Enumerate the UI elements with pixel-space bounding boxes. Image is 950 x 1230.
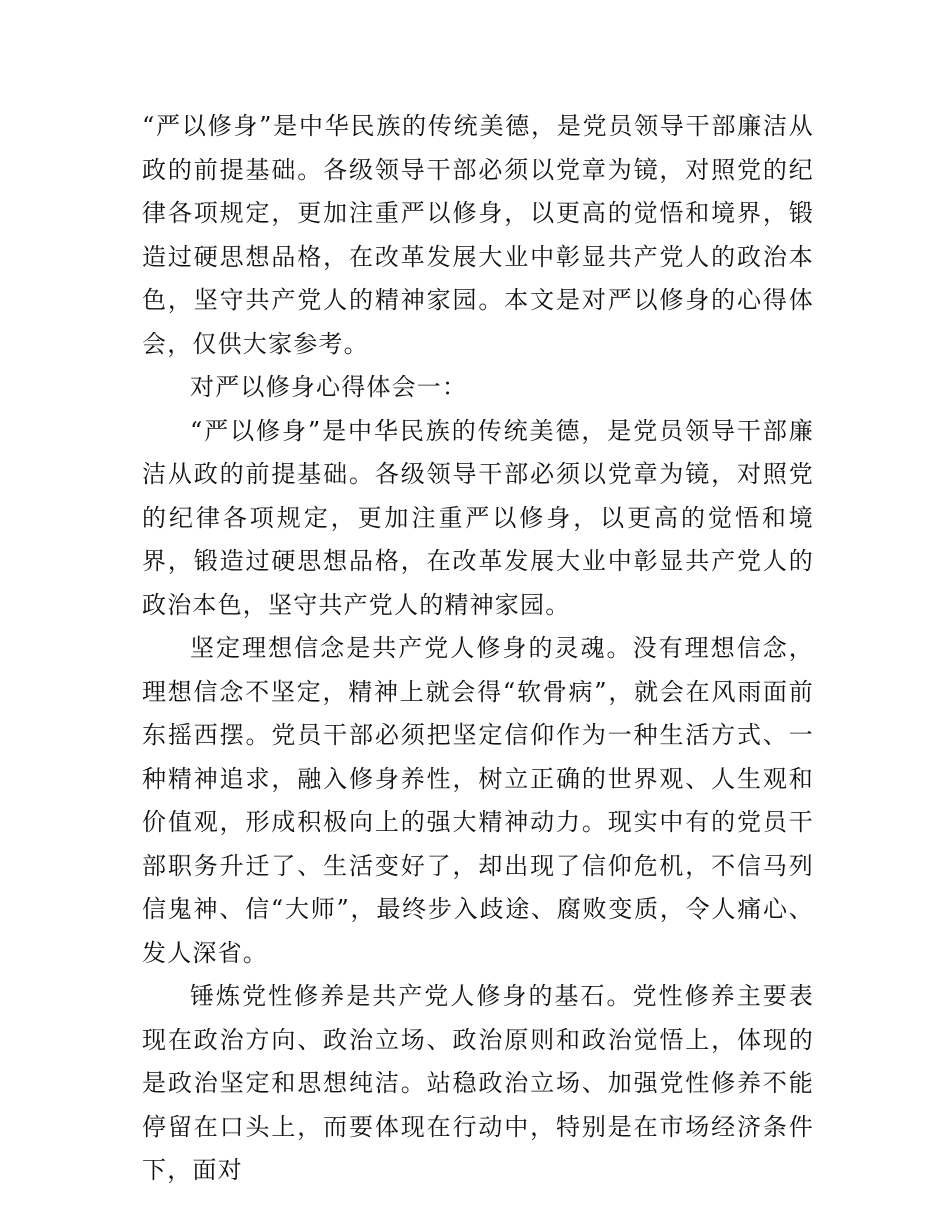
body-paragraph-2: 坚定理想信念是共产党人修身的灵魂。没有理想信念，理想信念不坚定，精神上就会得“软骨病”，就会在风雨面前东摇西摆。党员干部必须把坚定信仰作为一种生活方式、一种精神追求，融入修身养性，树立正确的世界观、人生观和价值观，形成积极向上的强大精神动力。现实中有的党员干部职务升迁了、生活变好了，却出现了信仰危机，不信马列信鬼神、信“大师”，最终步入歧途、腐败变质，令人痛心、发人深省。 bbox=[142, 634, 814, 967]
body-paragraph-3: 锤炼党性修养是共产党人修身的基石。党性修养主要表现在政治方向、政治立场、政治原则和政治觉悟上，体现的是政治坚定和思想纯洁。站稳政治立场、加强党性修养不能停留在口头上，而要体现在行动中，特别是在市场经济条件下，面对 bbox=[142, 982, 814, 1184]
section-heading: 对严以修身心得体会一： bbox=[190, 373, 468, 401]
document-body bbox=[142, 105, 814, 1193]
intro-paragraph: “严以修身”是中华民族的传统美德，是党员领导干部廉洁从政的前提基础。各级领导干部必须以党章为镜，对照党的纪律各项规定，更加注重严以修身，以更高的觉悟和境界，锻造过硬思想品格，在改革发展大业中彰显共产党人的政治本色，坚守共产党人的精神家园。本文是对严以修身的心得体会，仅供大家参考。 bbox=[142, 112, 814, 358]
body-paragraph-1: “严以修身”是中华民族的传统美德，是党员领导干部廉洁从政的前提基础。各级领导干部必须以党章为镜，对照党的纪律各项规定，更加注重严以修身，以更高的觉悟和境界，锻造过硬思想品格，在改革发展大业中彰显共产党人的政治本色，坚守共产党人的精神家园。 bbox=[142, 416, 814, 619]
